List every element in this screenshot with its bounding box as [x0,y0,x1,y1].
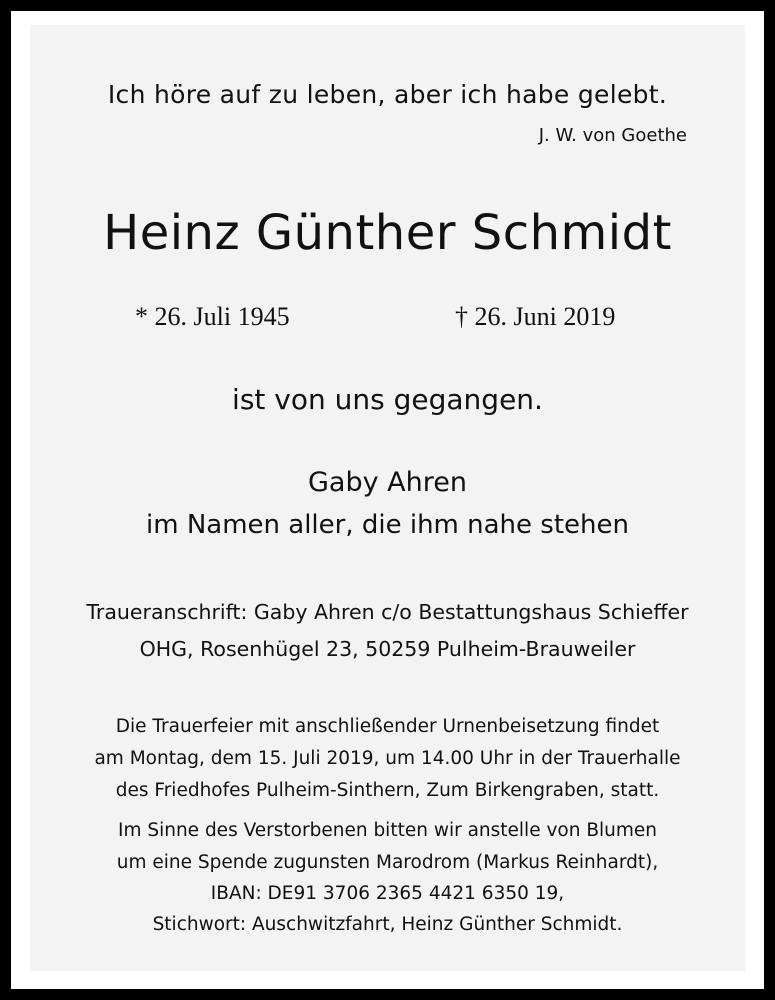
donation-iban: IBAN: DE91 3706 2365 4421 6350 19, [210,883,565,904]
ceremony-line: des Friedhofes Pulheim-Sinthern, Zum Birkengraben, statt. [115,780,660,801]
donation-keyword: Stichwort: Auschwitzfahrt, Heinz Günther Schmidt. [152,914,623,935]
signer-name: Gaby Ahren [308,467,467,498]
donation-line: Im Sinne des Verstorbenen bitten wir anstelle von Blumen [117,820,658,841]
deceased-name: Heinz Günther Schmidt [103,205,672,261]
ceremony-line: am Montag, dem 15. Juli 2019, um 14.00 Uhr in der Trauerhalle [94,748,681,769]
ceremony-line: Die Trauerfeier mit anschließender Urnenbeisetzung findet [115,716,660,737]
quote-text: Ich höre auf zu leben, aber ich habe gelebt. [107,80,668,109]
announcement-text: ist von uns gegangen. [232,383,543,416]
donation-line: um eine Spende zugunsten Marodrom (Markus Reinhardt), [116,852,659,873]
signer-subtitle: im Namen aller, die ihm nahe stehen [146,510,629,540]
address-line: Traueranschrift: Gaby Ahren c/o Bestattungshaus Schieffer [86,600,689,624]
birth-date: * 26. Juli 1945 [135,302,290,331]
death-date: † 26. Juni 2019 [455,302,616,331]
address-line: OHG, Rosenhügel 23, 50259 Pulheim-Brauweiler [139,637,636,661]
quote-author: J. W. von Goethe [538,125,687,146]
